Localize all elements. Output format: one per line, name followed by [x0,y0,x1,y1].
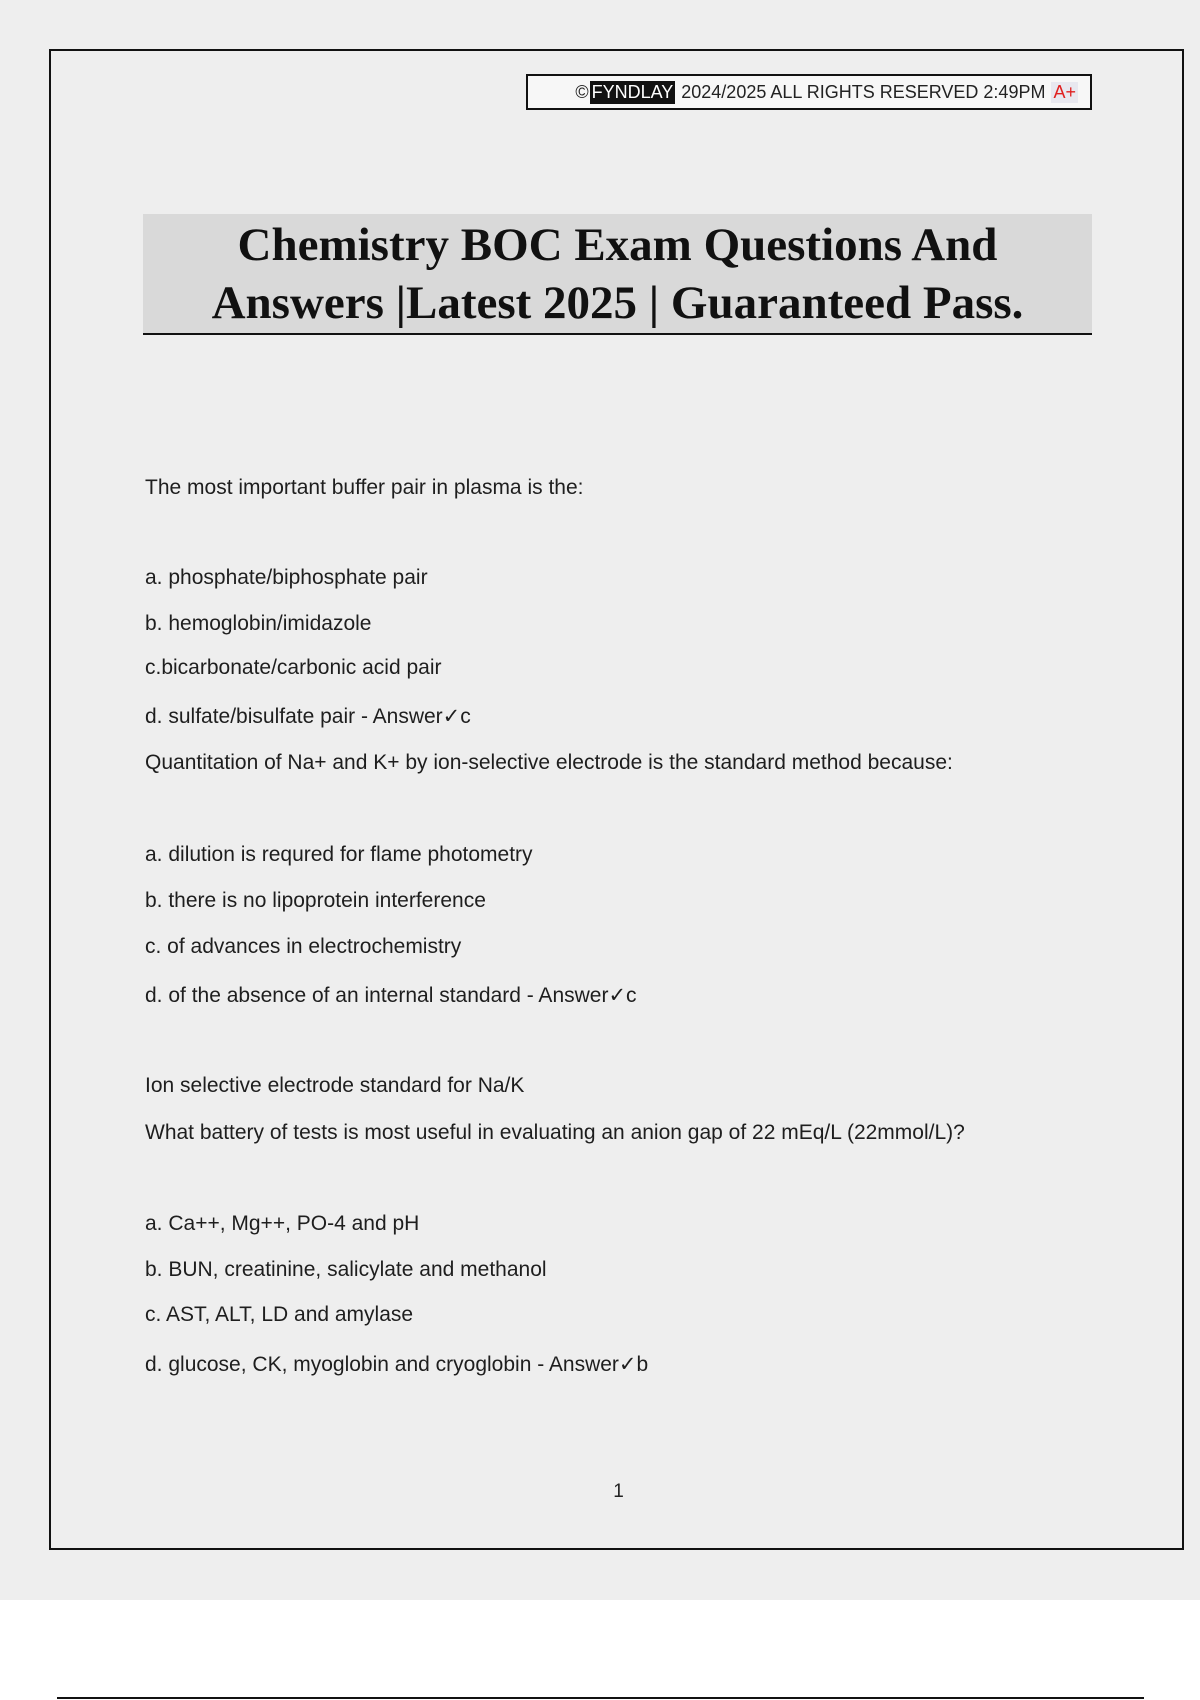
title-heading [212,216,1024,332]
document-title [143,214,1092,335]
answer-option: b. hemoglobin/imidazole [145,612,372,635]
title-line-1: Chemistry BOC Exam Questions And [237,218,998,271]
question-text: The most important buffer pair in plasma is the: [145,476,584,499]
answer-option: d. glucose, CK, myoglobin and cryoglobin - Answer✓b [145,1353,649,1376]
copyright-text: 2024/2025 ALL RIGHTS RESERVED 2:49PM [681,81,1046,102]
copyright-header [526,74,1092,110]
answer-option: c. of advances in electrochemistry [145,935,462,958]
title-line-2: Answers |Latest 2025 | Guaranteed Pass. [211,276,1024,329]
grade-badge: A+ [1053,81,1076,102]
answer-option: c.bicarbonate/carbonic acid pair [145,656,442,679]
question-text: Quantitation of Na+ and K+ by ion-selective electrode is the standard method because: [145,751,953,774]
copyright-symbol: © [575,81,589,102]
answer-option: a. Ca++, Mg++, PO-4 and pH [145,1212,420,1235]
document-page [49,49,1184,1550]
answer-option: b. BUN, creatinine, salicylate and methanol [145,1258,547,1281]
answer-option: a. phosphate/biphosphate pair [145,566,428,589]
answer-option: d. sulfate/bisulfate pair - Answer✓c [145,705,471,728]
answer-option: b. there is no lipoprotein interference [145,889,486,912]
answer-note: Ion selective electrode standard for Na/K [145,1074,525,1097]
brand-name: FYNDLAY [591,81,674,102]
question-text: What battery of tests is most useful in evaluating an anion gap of 22 mEq/L (22mmol/L)? [145,1121,965,1144]
answer-option: a. dilution is requred for flame photometry [145,843,533,866]
page-number: 1 [613,1481,624,1502]
answer-option: c. AST, ALT, LD and amylase [145,1303,414,1326]
next-page-rule [57,1697,1144,1699]
answer-option: d. of the absence of an internal standard - Answer✓c [145,984,637,1007]
